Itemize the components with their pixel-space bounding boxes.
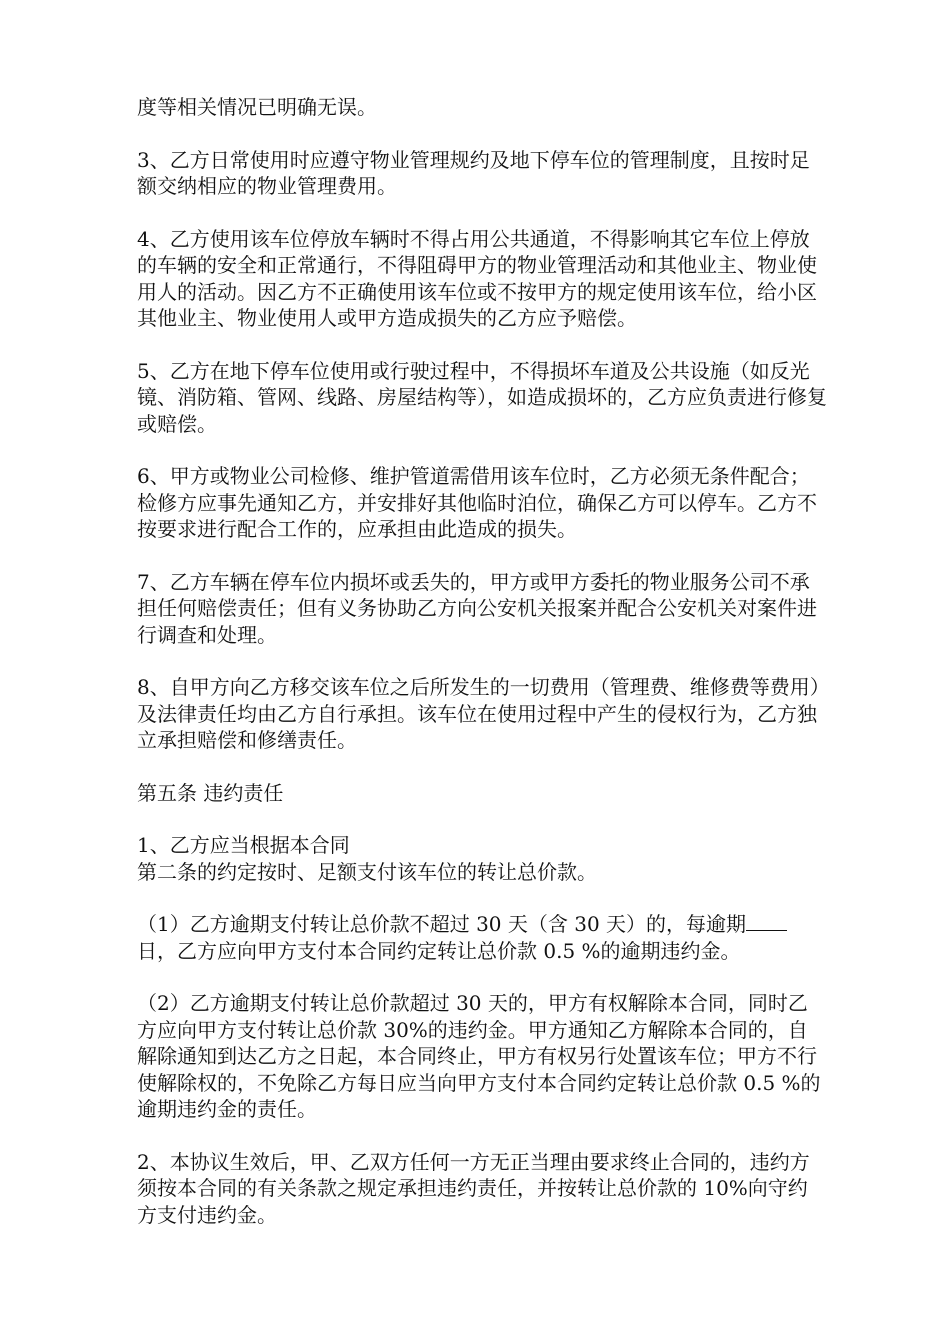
article-5-sub-1 (137, 911, 827, 964)
blank-underline (746, 911, 787, 931)
paragraph-continued: 度等相关情况已明确无误。 (137, 95, 377, 119)
clause-8: 8、自甲方向乙方移交该车位之后所发生的一切费用（管理费、维修费等费用）及法律责任均由乙方自行承担。该车位在使用过程中产生的侵权行为，乙方独立承担赔偿和修缮责任。 (137, 675, 820, 752)
item-1-line-1: 1、乙方应当根据本合同 (137, 833, 350, 857)
article-5-sub-2: （2）乙方逾期支付转让总价款超过 30 天的，甲方有权解除本合同，同时乙方应向甲方支付转让总价款 30%的违约金。甲方通知乙方解除本合同的，自解除通知到达乙方之日起，本合同终止，甲方有权另行处置该车位；甲方不行使解除权的，不免除乙方每日应当向甲方支付本合同约定转让总价款 0.5 %的逾期违约金的责任。 (137, 991, 821, 1121)
article-5-item-1 (137, 832, 827, 885)
article-5-heading: 第五条 违约责任 (137, 780, 284, 805)
clause-4: 4、乙方使用该车位停放车辆时不得占用公共通道，不得影响其它车位上停放的车辆的安全和正常通行，不得阻碍甲方的物业管理活动和其他业主、物业使用人的活动。因乙方不正确使用该车位或不按甲方的规定使用该车位，给小区其他业主、物业使用人或甲方造成损失的乙方应予赔偿。 (137, 226, 817, 330)
clause-6: 6、甲方或物业公司检修、维护管道需借用该车位时，乙方必须无条件配合；检修方应事先通知乙方，并安排好其他临时泊位，确保乙方可以停车。乙方不按要求进行配合工作的，应承担由此造成的损失。 (137, 464, 817, 541)
clause-7: 7、乙方车辆在停车位内损坏或丢失的，甲方或甲方委托的物业服务公司不承担任何赔偿责任；但有义务协助乙方向公安机关报案并配合公安机关对案件进行调查和处理。 (137, 569, 817, 647)
clause-3: 3、乙方日常使用时应遵守物业管理规约及地下停车位的管理制度，且按时足额交纳相应的物业管理费用。 (137, 147, 810, 198)
contract-body (137, 94, 827, 1228)
sub-1-text-a: （1）乙方逾期支付转让总价款不超过 30 天（含 30 天）的，每逾期 (137, 912, 747, 936)
item-1-line-2: 第二条的约定按时、足额支付该车位的转让总价款。 (137, 859, 597, 884)
sub-1-text-b: 日，乙方应向甲方支付本合同约定转让总价款 0.5 %的逾期违约金。 (137, 938, 741, 963)
clause-5: 5、乙方在地下停车位使用或行驶过程中，不得损坏车道及公共设施（如反光镜、消防箱、管网、线路、房屋结构等），如造成损坏的，乙方应负责进行修复或赔偿。 (137, 358, 827, 436)
article-5-item-2: 2、本协议生效后，甲、乙双方任何一方无正当理由要求终止合同的，违约方须按本合同的有关条款之规定承担违约责任，并按转让总价款的 10%向守约方支付违约金。 (137, 1149, 810, 1227)
